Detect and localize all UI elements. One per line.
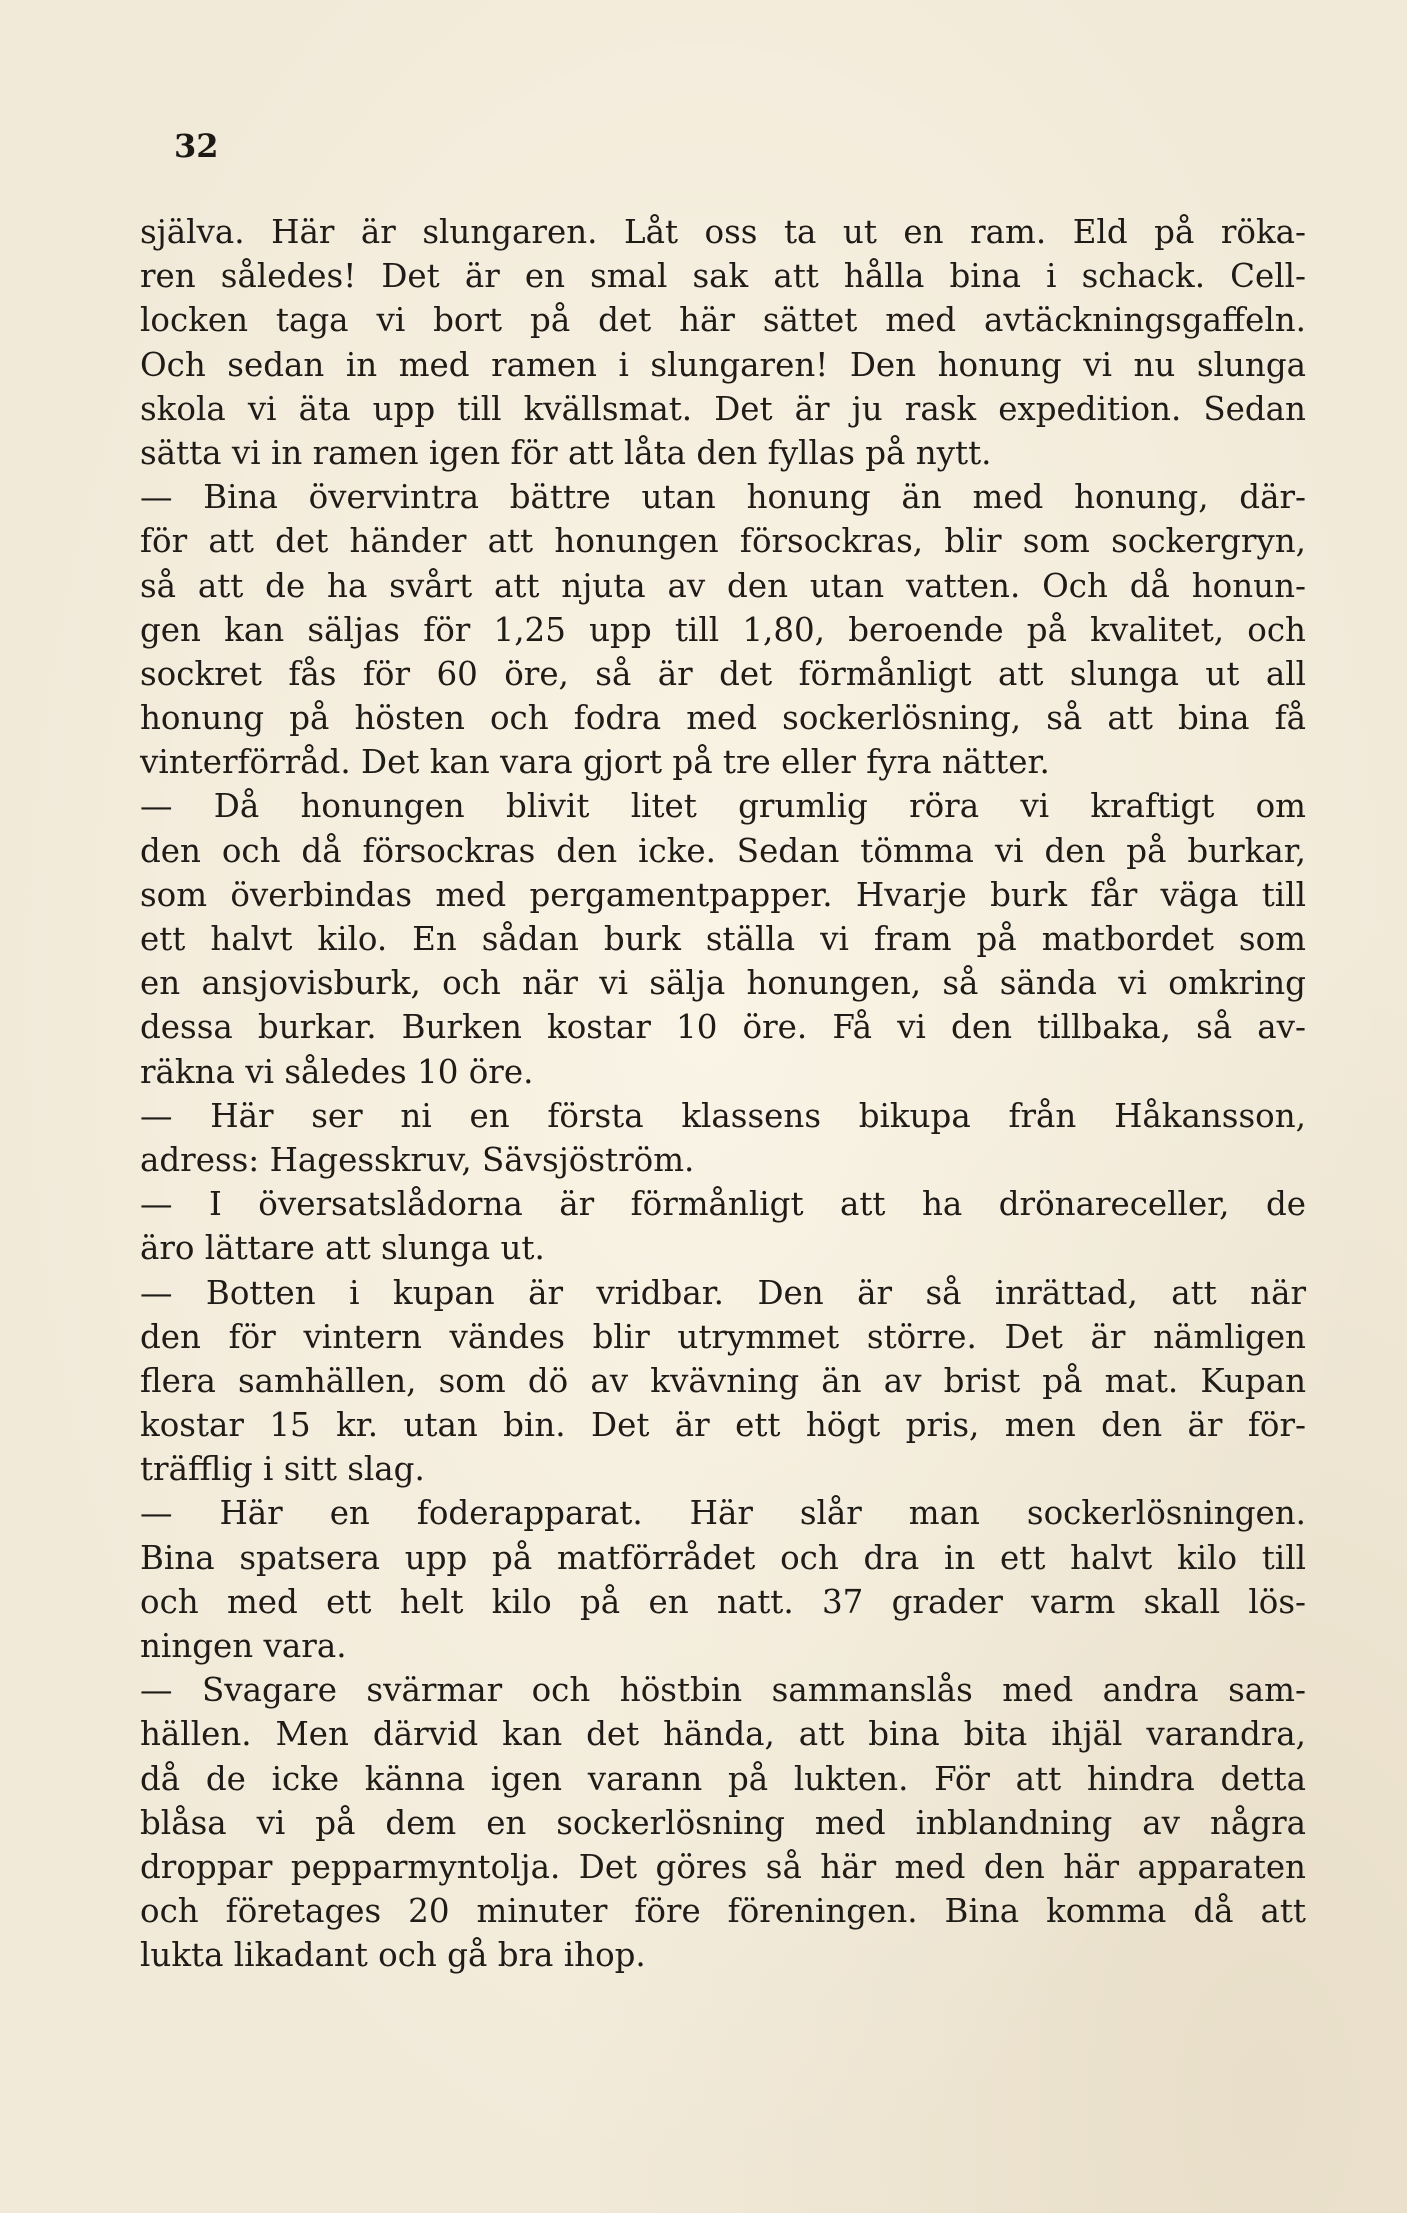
text-line: den för vintern vändes blir utrymmet större. Det är nämligen bbox=[140, 1317, 1306, 1356]
text-line: gen kan säljas för 1,25 upp till 1,80, beroende på kvalitet, och bbox=[140, 610, 1306, 649]
text-line: och med ett helt kilo på en natt. 37 grader varm skall lös- bbox=[140, 1582, 1306, 1621]
text-line: som överbindas med pergamentpapper. Hvarje burk får väga till bbox=[140, 875, 1306, 914]
text-line: blåsa vi på dem en sockerlösning med inblandning av några bbox=[140, 1803, 1306, 1842]
text-line: ett halvt kilo. En sådan burk ställa vi fram på matbordet som bbox=[140, 920, 1306, 958]
text-line: själva. Här är slungaren. Låt oss ta ut en ram. Eld på röka- bbox=[140, 213, 1306, 251]
text-line: så att de ha svårt att njuta av den utan vatten. Och då honun- bbox=[140, 566, 1306, 605]
text-line: sätta vi in ramen igen för att låta den fyllas på nytt. bbox=[140, 433, 992, 472]
text-line: flera samhällen, som dö av kvävning än av brist på mat. Kupan bbox=[140, 1361, 1306, 1400]
text-line: — Här ser ni en första klassens bikupa från Håkansson, bbox=[140, 1096, 1306, 1135]
text-line: lukta likadant och gå bra ihop. bbox=[140, 1936, 646, 1975]
text-line: då de icke känna igen varann på lukten. För att hindra detta bbox=[140, 1759, 1306, 1798]
text-line: kostar 15 kr. utan bin. Det är ett högt pris, men den är för- bbox=[140, 1406, 1306, 1445]
page-number: 32 bbox=[174, 127, 219, 165]
text-line: äro lättare att slunga ut. bbox=[140, 1229, 545, 1268]
text-line: ningen vara. bbox=[140, 1627, 347, 1665]
text-line: adress: Hagesskruv, Sävsjöström. bbox=[140, 1140, 695, 1179]
text-line: — Svagare svärmar och höstbin sammanslås med andra sam- bbox=[140, 1671, 1306, 1710]
text-line: droppar pepparmyntolja. Det göres så här med den här apparaten bbox=[140, 1847, 1306, 1886]
text-line: Bina spatsera upp på matförrådet och dra in ett halvt kilo till bbox=[140, 1538, 1306, 1577]
text-line: träfflig i sitt slag. bbox=[140, 1450, 425, 1489]
text-line: Och sedan in med ramen i slungaren! Den honung vi nu slunga bbox=[140, 345, 1306, 384]
text-line: en ansjovisburk, och när vi sälja honungen, så sända vi omkring bbox=[140, 964, 1306, 1003]
text-line: — Botten i kupan är vridbar. Den är så inrättad, att när bbox=[140, 1273, 1306, 1312]
text-line: ren således! Det är en smal sak att hålla bina i schack. Cell- bbox=[140, 257, 1306, 296]
text-line: räkna vi således 10 öre. bbox=[140, 1052, 534, 1091]
text-line: sockret fås för 60 öre, så är det förmånligt att slunga ut all bbox=[140, 654, 1306, 693]
text-line: — I översatslådorna är förmånligt att ha drönareceller, de bbox=[140, 1185, 1306, 1224]
text-line: vinterförråd. Det kan vara gjort på tre eller fyra nätter. bbox=[140, 743, 1050, 782]
text-line: — Här en foderapparat. Här slår man sockerlösningen. bbox=[140, 1494, 1306, 1533]
text-line: för att det händer att honungen försockras, blir som sockergryn, bbox=[140, 522, 1306, 561]
text-line: honung på hösten och fodra med sockerlösning, så att bina få bbox=[140, 699, 1306, 738]
text-line: — Bina övervintra bättre utan honung än med honung, där- bbox=[140, 478, 1306, 517]
text-line: dessa burkar. Burken kostar 10 öre. Få vi den tillbaka, så av- bbox=[140, 1008, 1306, 1047]
body-text bbox=[140, 210, 1306, 1978]
text-line: skola vi äta upp till kvällsmat. Det är ju rask expedition. Sedan bbox=[140, 389, 1306, 428]
text-line: och företages 20 minuter före föreningen. Bina komma då att bbox=[140, 1892, 1306, 1931]
text-line: hällen. Men därvid kan det hända, att bina bita ihjäl varandra, bbox=[140, 1715, 1306, 1754]
text-line: locken taga vi bort på det här sättet med avtäckningsgaffeln. bbox=[140, 301, 1306, 340]
text-line: den och då försockras den icke. Sedan tömma vi den på burkar, bbox=[140, 831, 1306, 870]
text-line: — Då honungen blivit litet grumlig röra vi kraftigt om bbox=[140, 787, 1306, 826]
